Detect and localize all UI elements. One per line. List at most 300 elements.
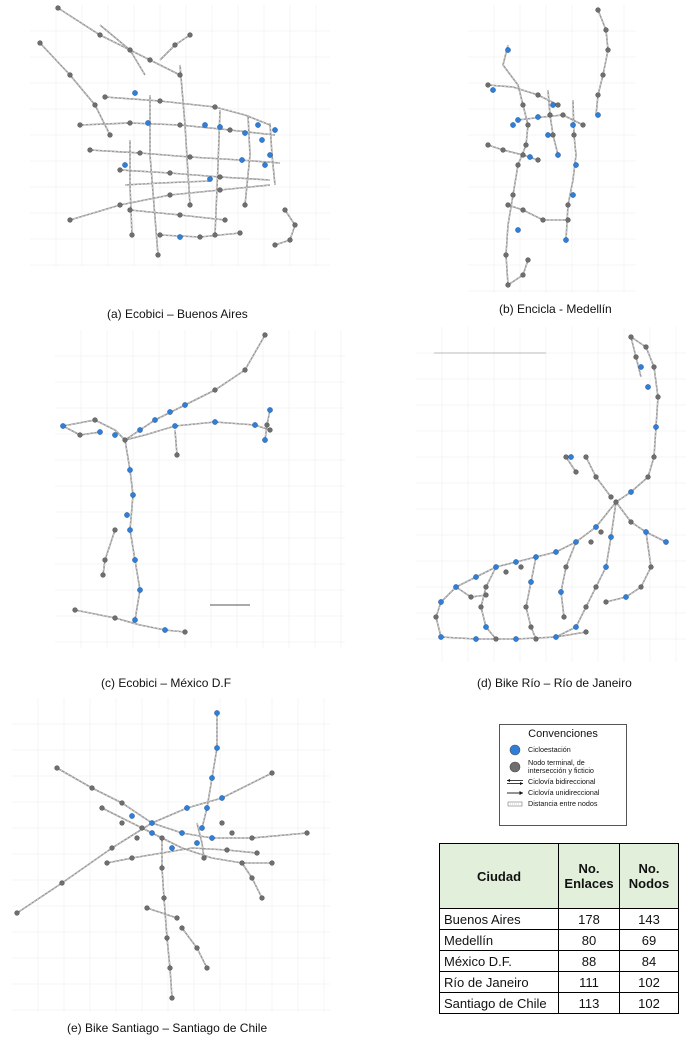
- bike-station-node: [267, 152, 272, 157]
- bike-lane-edge: [202, 713, 217, 828]
- network-node: [646, 475, 651, 480]
- bike-station-node: [272, 127, 277, 132]
- bike-lane-edge: [107, 848, 257, 863]
- network-node: [156, 253, 161, 258]
- network-node: [584, 630, 589, 635]
- network-node: [504, 253, 509, 258]
- bike-station-node: [212, 419, 217, 424]
- network-node: [38, 41, 43, 46]
- bike-station-node: [555, 152, 560, 157]
- bike-station-node: [533, 554, 538, 559]
- network-node: [526, 123, 531, 128]
- bike-station-node: [453, 584, 458, 589]
- network-node: [110, 846, 115, 851]
- network-graph-e: [12, 698, 330, 1012]
- bike-station-node: [202, 122, 207, 127]
- network-stats-table: [439, 843, 679, 1014]
- network-node: [103, 95, 108, 100]
- bike-lane-edge: [103, 530, 115, 575]
- network-node: [486, 143, 491, 148]
- network-node: [183, 630, 188, 635]
- bike-station-node: [438, 599, 443, 604]
- legend-item-station: [500, 744, 626, 756]
- network-node: [188, 33, 193, 38]
- single-arrow-icon: [506, 789, 524, 797]
- caption-e: (e) Bike Santiago – Santiago de Chile: [67, 1021, 268, 1035]
- bike-station-node: [573, 162, 578, 167]
- network-node: [629, 335, 634, 340]
- bike-station-node: [645, 384, 650, 389]
- network-node: [484, 593, 489, 598]
- bike-station-node: [214, 745, 219, 750]
- bike-station-node: [623, 594, 628, 599]
- bike-lane-edge: [150, 95, 158, 255]
- network-map-santiago: [12, 698, 330, 1012]
- network-node: [195, 946, 200, 951]
- network-node: [223, 218, 228, 223]
- bike-station-node: [209, 835, 214, 840]
- network-node: [113, 528, 118, 533]
- network-node: [120, 801, 125, 806]
- network-node: [180, 926, 185, 931]
- bike-station-node: [132, 557, 137, 562]
- bike-station-node: [124, 512, 129, 517]
- bike-station-node: [663, 539, 668, 544]
- nodes-cell: 84: [620, 951, 679, 972]
- network-node: [145, 906, 150, 911]
- network-node: [175, 453, 180, 458]
- network-node: [656, 395, 661, 400]
- bike-station-node: [217, 124, 222, 129]
- network-node: [15, 911, 20, 916]
- network-node: [594, 585, 599, 590]
- network-node: [516, 163, 521, 168]
- bike-station-node: [493, 564, 498, 569]
- legend-label: Distancia entre nodos: [528, 799, 598, 808]
- bike-station-node: [207, 176, 212, 181]
- bike-station-node: [593, 524, 598, 529]
- network-node: [108, 133, 113, 138]
- bike-station-node: [643, 529, 648, 534]
- network-graph-d: [416, 327, 686, 662]
- column-header-city: Ciudad: [440, 844, 559, 909]
- legend-item-unidirectional: [500, 789, 626, 797]
- distance-label-icon: [506, 800, 524, 808]
- network-node: [596, 8, 601, 13]
- bike-station-node: [122, 162, 127, 167]
- network-map-mexico: [55, 330, 345, 648]
- network-node: [639, 585, 644, 590]
- network-node: [524, 143, 529, 148]
- city-cell: México D.F.: [440, 951, 559, 972]
- bike-station-node: [130, 492, 135, 497]
- legend-item-distance: [500, 800, 626, 808]
- network-node: [101, 573, 106, 578]
- network-node: [263, 333, 268, 338]
- legend-box: [499, 724, 627, 826]
- links-cell: 113: [559, 993, 620, 1014]
- network-node: [218, 175, 223, 180]
- bike-station-node: [483, 624, 488, 629]
- network-node: [213, 233, 218, 238]
- bike-station-node: [204, 805, 209, 810]
- network-graph-c: [55, 330, 345, 648]
- bike-station-node: [510, 122, 515, 127]
- network-node: [230, 831, 235, 836]
- bike-station-node: [194, 840, 199, 845]
- network-node: [225, 848, 230, 853]
- bike-lane-edge: [130, 140, 132, 235]
- bike-station-node: [653, 424, 658, 429]
- bike-station-node: [259, 137, 264, 142]
- network-node: [68, 218, 73, 223]
- network-node: [55, 766, 60, 771]
- network-node: [168, 966, 173, 971]
- bike-station-node: [513, 636, 518, 641]
- network-node: [93, 103, 98, 108]
- network-graph-b: [468, 5, 636, 293]
- network-node: [130, 856, 135, 861]
- network-node: [268, 428, 273, 433]
- bike-station-node: [219, 795, 224, 800]
- network-node: [243, 203, 248, 208]
- network-node: [213, 105, 218, 110]
- network-node: [604, 600, 609, 605]
- network-node: [118, 168, 123, 173]
- nodes-cell: 102: [620, 993, 679, 1014]
- network-node: [564, 455, 569, 460]
- network-node: [250, 876, 255, 881]
- bike-station-node: [214, 710, 219, 715]
- bike-station-node: [132, 90, 137, 95]
- gray-node-circle-icon: [506, 761, 524, 773]
- network-node: [168, 171, 173, 176]
- network-node: [238, 231, 243, 236]
- network-node: [98, 33, 103, 38]
- bike-station-node: [97, 429, 102, 434]
- bike-station-node: [570, 192, 575, 197]
- network-node: [240, 861, 245, 866]
- network-node: [536, 158, 541, 163]
- bike-station-node: [137, 427, 142, 432]
- table-row: [440, 930, 679, 951]
- bike-station-node: [137, 587, 142, 592]
- network-node: [534, 637, 539, 642]
- bike-station-node: [553, 634, 558, 639]
- network-node: [484, 585, 489, 590]
- network-node: [128, 121, 133, 126]
- network-node: [606, 48, 611, 53]
- bike-station-node: [152, 417, 157, 422]
- table-row: [440, 909, 679, 930]
- network-node: [581, 123, 586, 128]
- network-node: [158, 99, 163, 104]
- links-cell: 80: [559, 930, 620, 951]
- network-node: [652, 365, 657, 370]
- network-node: [486, 83, 491, 88]
- bike-station-node: [209, 775, 214, 780]
- network-node: [165, 936, 170, 941]
- bike-station-node: [570, 122, 575, 127]
- bike-station-node: [553, 549, 558, 554]
- network-node: [148, 58, 153, 63]
- network-node: [601, 73, 606, 78]
- links-cell: 88: [559, 951, 620, 972]
- bike-lane-edge: [508, 260, 528, 285]
- network-node: [135, 836, 140, 841]
- network-node: [652, 455, 657, 460]
- network-node: [162, 896, 167, 901]
- caption-d: (d) Bike Río – Río de Janeiro: [477, 676, 632, 690]
- bike-station-node: [169, 845, 174, 850]
- network-node: [536, 93, 541, 98]
- network-node: [273, 243, 278, 248]
- blue-station-circle-icon: [506, 744, 524, 756]
- network-node: [118, 203, 123, 208]
- network-node: [123, 438, 128, 443]
- network-node: [614, 500, 619, 505]
- network-node: [68, 73, 73, 78]
- bike-station-node: [145, 120, 150, 125]
- network-node: [524, 605, 529, 610]
- bike-station-node: [568, 454, 573, 459]
- bike-lane-edge: [616, 502, 666, 542]
- network-node: [113, 616, 118, 621]
- bike-station-node: [167, 409, 172, 414]
- bike-station-node: [177, 234, 182, 239]
- network-node: [218, 188, 223, 193]
- table-row: [440, 972, 679, 993]
- network-node: [93, 418, 98, 423]
- bike-lane-edge: [436, 502, 616, 637]
- network-node: [584, 455, 589, 460]
- network-node: [270, 861, 275, 866]
- bike-station-node: [172, 423, 177, 428]
- bike-lane-edge: [606, 532, 651, 602]
- bike-lane-edge: [102, 808, 272, 863]
- city-cell: Buenos Aires: [440, 909, 559, 930]
- bike-station-node: [182, 402, 187, 407]
- bike-station-node: [132, 617, 137, 622]
- network-node: [178, 123, 183, 128]
- bike-station-node: [473, 636, 478, 641]
- network-node: [604, 28, 609, 33]
- network-node: [198, 235, 203, 240]
- legend-label: Ciclovía unidireccional: [528, 788, 600, 797]
- city-cell: Río de Janeiro: [440, 972, 559, 993]
- network-node: [293, 223, 298, 228]
- bike-station-node: [473, 574, 478, 579]
- bike-station-node: [595, 112, 600, 117]
- bike-station-node: [438, 634, 443, 639]
- bike-station-node: [638, 364, 643, 369]
- bike-station-node: [573, 624, 578, 629]
- network-node: [434, 615, 439, 620]
- network-node: [228, 128, 233, 133]
- network-node: [521, 208, 526, 213]
- network-node: [506, 203, 511, 208]
- network-node: [88, 148, 93, 153]
- network-node: [506, 283, 511, 288]
- network-node: [479, 605, 484, 610]
- network-node: [634, 355, 639, 360]
- network-node: [138, 151, 143, 156]
- table-header-row: [440, 844, 679, 909]
- network-node: [103, 558, 108, 563]
- bike-station-node: [255, 122, 260, 127]
- bike-station-node: [528, 579, 533, 584]
- bike-station-node: [558, 589, 563, 594]
- network-node: [529, 625, 534, 630]
- bike-lane-edge: [100, 25, 145, 75]
- bike-station-node: [129, 813, 134, 818]
- network-node: [494, 637, 499, 642]
- network-node: [596, 93, 601, 98]
- network-node: [283, 208, 288, 213]
- network-node: [260, 896, 265, 901]
- network-node: [100, 806, 105, 811]
- network-node: [599, 530, 604, 535]
- network-node: [105, 861, 110, 866]
- network-node: [243, 368, 248, 373]
- network-node: [288, 238, 293, 243]
- network-node: [213, 388, 218, 393]
- bike-station-node: [545, 132, 550, 137]
- network-node: [270, 771, 275, 776]
- bike-station-node: [513, 559, 518, 564]
- network-map-buenos-aires: [30, 5, 330, 267]
- network-node: [566, 218, 571, 223]
- network-node: [469, 595, 474, 600]
- network-node: [526, 258, 531, 263]
- network-node: [541, 218, 546, 223]
- network-node: [202, 856, 207, 861]
- network-node: [78, 433, 83, 438]
- legend-title: Convenciones: [528, 728, 598, 740]
- double-arrow-icon: [506, 778, 524, 786]
- bike-station-node: [239, 157, 244, 162]
- network-node: [556, 103, 561, 108]
- network-node: [158, 233, 163, 238]
- table-row: [440, 993, 679, 1014]
- bike-station-node: [60, 423, 65, 428]
- network-node: [255, 851, 260, 856]
- network-node: [548, 113, 553, 118]
- network-node: [130, 233, 135, 238]
- caption-a: (a) Ecobici – Buenos Aires: [107, 307, 248, 321]
- network-map-rio: [416, 327, 686, 662]
- network-node: [564, 565, 569, 570]
- bike-station-node: [603, 564, 608, 569]
- bike-lane-edge: [17, 773, 272, 913]
- network-node: [649, 565, 654, 570]
- bike-station-node: [262, 162, 267, 167]
- network-node: [566, 203, 571, 208]
- network-node: [589, 540, 594, 545]
- bike-station-node: [608, 534, 613, 539]
- legend-label: Ciclovía bidireccional: [528, 777, 596, 786]
- legend-label: Cicloestación: [528, 745, 571, 754]
- network-node: [562, 615, 567, 620]
- bike-station-node: [149, 830, 154, 835]
- bike-station-node: [127, 467, 132, 472]
- bike-station-node: [252, 422, 257, 427]
- bike-station-node: [127, 527, 132, 532]
- bike-station-node: [490, 87, 495, 92]
- bike-station-node: [112, 432, 117, 437]
- network-node: [521, 103, 526, 108]
- network-node: [594, 475, 599, 480]
- bike-station-node: [550, 102, 555, 107]
- network-node: [220, 821, 225, 826]
- table-row: [440, 951, 679, 972]
- network-node: [519, 565, 524, 570]
- network-node: [128, 208, 133, 213]
- network-node: [265, 423, 270, 428]
- network-node: [173, 43, 178, 48]
- bike-station-node: [573, 539, 578, 544]
- legend-item-node: [500, 759, 626, 775]
- network-node: [168, 193, 173, 198]
- network-node: [511, 193, 516, 198]
- nodes-cell: 69: [620, 930, 679, 951]
- network-node: [250, 836, 255, 841]
- bike-station-node: [535, 114, 540, 119]
- network-node: [178, 213, 183, 218]
- links-cell: 111: [559, 972, 620, 993]
- bike-station-node: [242, 130, 247, 135]
- bike-station-node: [628, 489, 633, 494]
- network-node: [644, 345, 649, 350]
- network-node: [170, 996, 175, 1001]
- network-node: [205, 966, 210, 971]
- network-node: [521, 153, 526, 158]
- bike-station-node: [149, 820, 154, 825]
- network-node: [140, 826, 145, 831]
- network-node: [521, 273, 526, 278]
- bike-station-node: [162, 627, 167, 632]
- network-node: [609, 495, 614, 500]
- network-node: [128, 48, 133, 53]
- city-cell: Santiago de Chile: [440, 993, 559, 1014]
- bike-station-node: [515, 227, 520, 232]
- column-header-links: No. Enlaces: [559, 844, 620, 909]
- bike-station-node: [267, 407, 272, 412]
- caption-c: (c) Ecobici – México D.F: [101, 676, 232, 690]
- nodes-cell: 102: [620, 972, 679, 993]
- city-cell: Medellín: [440, 930, 559, 951]
- network-graph-a: [30, 5, 330, 267]
- bike-station-node: [184, 805, 189, 810]
- network-node: [60, 881, 65, 886]
- network-node: [160, 866, 165, 871]
- network-node: [90, 786, 95, 791]
- network-node: [305, 831, 310, 836]
- network-node: [561, 113, 566, 118]
- network-node: [574, 470, 579, 475]
- network-node: [629, 520, 634, 525]
- column-header-nodes: No. Nodos: [620, 844, 679, 909]
- network-node: [188, 155, 193, 160]
- caption-b: (b) Encicla - Medellín: [499, 302, 612, 316]
- bike-station-node: [179, 830, 184, 835]
- legend-item-bidirectional: [500, 778, 626, 786]
- network-node: [572, 133, 577, 138]
- network-node: [160, 836, 165, 841]
- bike-station-node: [527, 154, 532, 159]
- network-node: [188, 203, 193, 208]
- network-node: [78, 123, 83, 128]
